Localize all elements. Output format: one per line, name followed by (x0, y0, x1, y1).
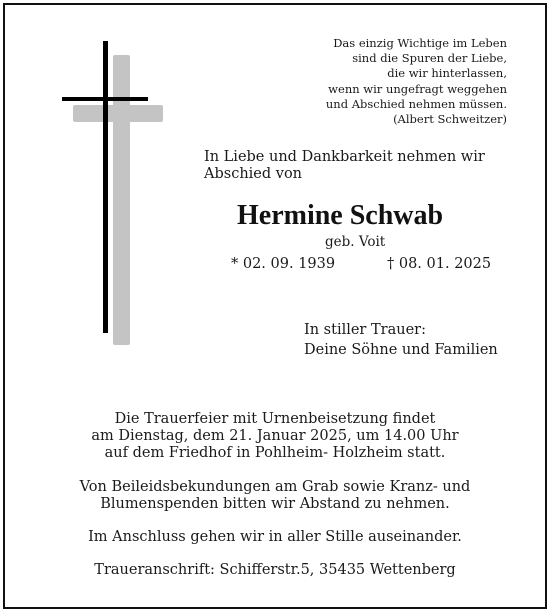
intro-line-1: In Liebe und Dankbarkeit nehmen wir (204, 149, 485, 165)
condolence-line: Von Beileidsbekundungen am Grab sowie Kranz- und (79, 479, 471, 495)
quote-line: Das einzig Wichtige im Leben (333, 36, 507, 50)
intro-line-2: Abschied von (204, 166, 303, 182)
quote-line: sind die Spuren der Liebe, (352, 51, 507, 66)
maiden-name: geb. Voit (325, 234, 386, 250)
mourning-address: Traueranschrift: Schifferstr.5, 35435 Wettenberg (94, 562, 456, 578)
birth-date: * 02. 09. 1939 (231, 256, 336, 272)
funeral-info (5, 411, 545, 462)
deceased-name: Hermine Schwab (237, 200, 444, 231)
closing-note: Im Anschluss gehen wir in aller Stille auseinander. (88, 529, 462, 545)
farewell-intro (204, 149, 485, 183)
quote-line: die wir hinterlassen, (387, 66, 507, 81)
funeral-line: auf dem Friedhof in Pohlheim- Holzheim statt. (104, 445, 446, 461)
mourners-names: Deine Söhne und Familien (304, 342, 498, 358)
cross-shadow-horizontal (73, 105, 163, 122)
mourners-block (304, 320, 498, 360)
quote-line: und Abschied nehmen müssen. (325, 96, 507, 111)
cross-beam-horizontal (62, 97, 148, 101)
condolence-note (5, 479, 545, 513)
condolence-line: Blumenspenden bitten wir Abstand zu nehmen. (100, 496, 450, 512)
mourners-heading: In stiller Trauer: (304, 322, 426, 338)
cross-beam-vertical (103, 41, 108, 333)
quote-line: wenn wir ungefragt weggehen (328, 81, 507, 96)
death-date: † 08. 01. 2025 (387, 256, 492, 272)
funeral-line: am Dienstag, dem 21. Januar 2025, um 14.00 Uhr (91, 428, 459, 444)
funeral-line: Die Trauerfeier mit Urnenbeisetzung findet (114, 411, 436, 427)
memorial-quote (326, 36, 507, 127)
quote-author: (Albert Schweitzer) (393, 112, 507, 127)
obituary-frame (3, 3, 547, 609)
